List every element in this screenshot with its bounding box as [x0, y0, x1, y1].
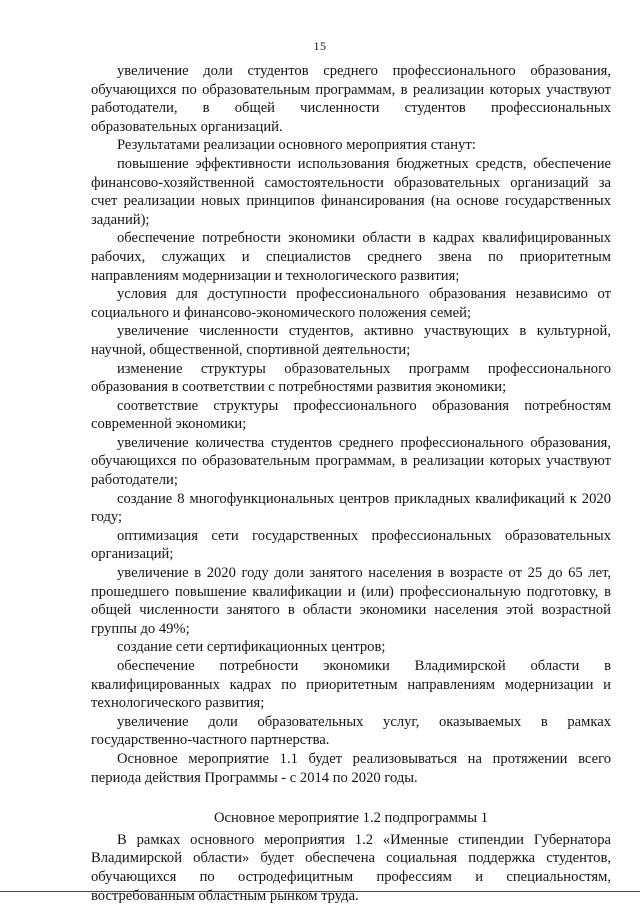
paragraph: В рамках основного мероприятия 1.2 «Именные стипендии Губернатора Владимирской области» будет обеспечена социальная поддержка студентов, обучающихся по остродефицитным профессиям и специальностям, востребованным областным рынком труда. — [91, 831, 611, 904]
paragraph: увеличение доли студентов среднего профессионального образования, обучающихся по образовательным программам, в реализации которых участвуют работодатели, в общей численности студентов профессиональных образовательных организаций. — [91, 63, 611, 135]
paragraph: повышение эффективности использования бюджетных средств, обеспечение финансово-хозяйственной самостоятельности образовательных организаций за счет реализации новых принципов финансирования (на основе государственных заданий); — [91, 155, 611, 228]
paragraph: оптимизация сети государственных профессиональных образовательных организаций; — [91, 527, 611, 563]
paragraph: Основное мероприятие 1.1 будет реализовываться на протяжении всего периода действия Программы - с 2014 по 2020 годы. — [91, 750, 611, 786]
paragraph: создание сети сертификационных центров; — [117, 639, 386, 656]
paragraph: изменение структуры образовательных программ профессионального образования в соответствии с потребностями развития экономики; — [91, 360, 611, 396]
paragraph: обеспечение потребности экономики Владимирской области в квалифицированных кадрах по приоритетным направлениям модернизации и технологического развития; — [91, 658, 611, 712]
section-heading: Основное мероприятие 1.2 подпрограммы 1 — [213, 810, 489, 827]
paragraph: Результатами реализации основного мероприятия станут: — [117, 137, 476, 154]
paragraph: увеличение в 2020 году доли занятого населения в возрасте от 25 до 65 лет, прошедшего повышение квалификации и (или) профессиональную подготовку, в общей численности занятого в области экономики населения этой возрастной группы до 49%; — [91, 565, 611, 637]
page-bottom-rule — [0, 891, 640, 892]
document-body — [91, 62, 611, 905]
paragraph: увеличение количества студентов среднего профессионального образования, обучающихся по образовательным программам, в реализации которых участвуют работодатели; — [91, 434, 611, 489]
paragraph: увеличение численности студентов, активно участвующих в культурной, научной, общественной, спортивной деятельности; — [91, 323, 611, 358]
paragraph: увеличение доли образовательных услуг, оказываемых в рамках государственно-частного партнерства. — [91, 713, 611, 749]
page-number: 15 — [313, 39, 327, 53]
paragraph: создание 8 многофункциональных центров прикладных квалификаций к 2020 году; — [91, 490, 611, 526]
paragraph: обеспечение потребности экономики области в кадрах квалифицированных рабочих, служащих и специалистов среднего звена по приоритетным направлениям модернизации и технологического развития; — [91, 230, 611, 284]
paragraph: условия для доступности профессионального образования независимо от социального и финансово-экономического положения семей; — [91, 286, 611, 321]
paragraph: соответствие структуры профессионального образования потребностям современной экономики; — [91, 397, 611, 433]
